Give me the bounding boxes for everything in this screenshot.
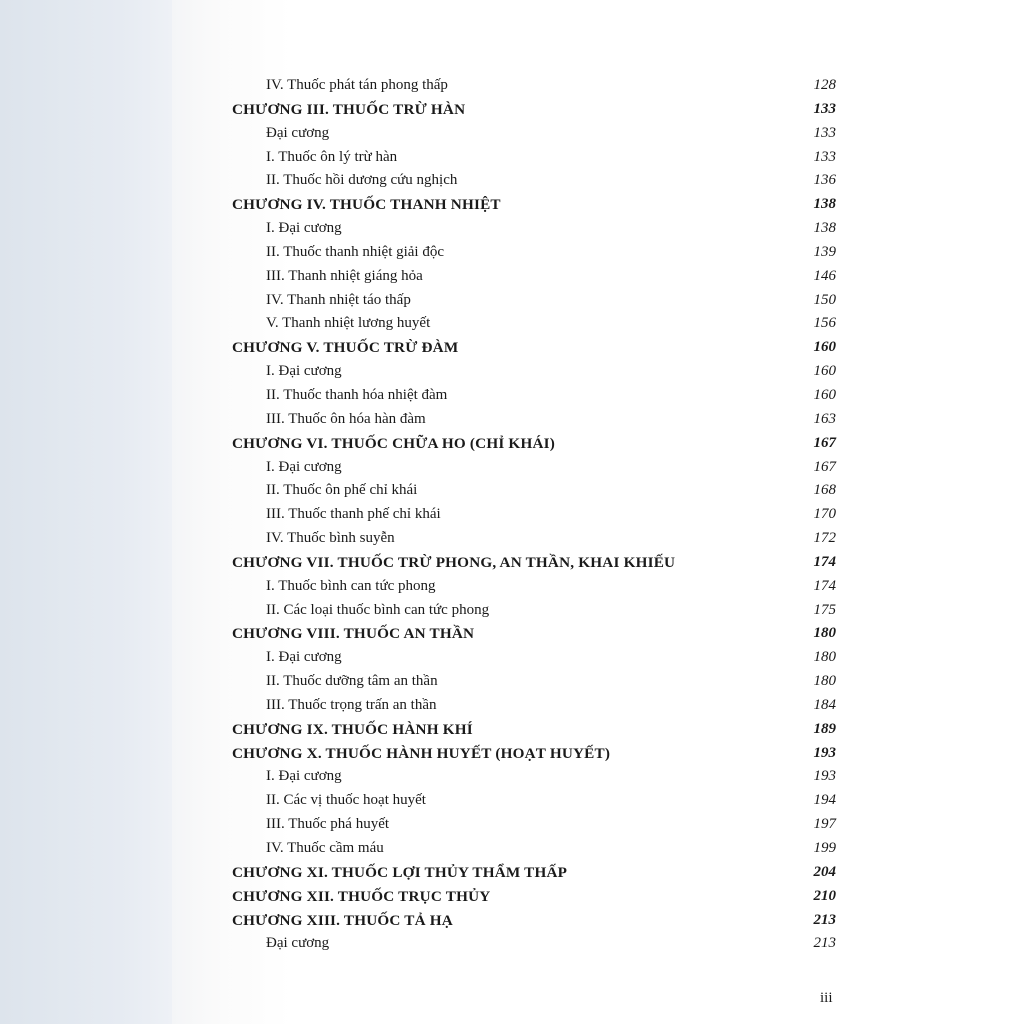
toc-entry-page: 175 [813,601,836,618]
toc-entry-title: I. Thuốc bình can tức phong [266,577,436,594]
toc-section-entry [232,169,836,193]
toc-entry-page: 160 [813,386,836,403]
toc-section-entry [232,479,836,503]
toc-section-entry [232,932,836,956]
toc-section-entry [232,289,836,313]
toc-entry-title: IV. Thuốc bình suyễn [266,530,395,547]
toc-entry-page: 138 [813,196,836,213]
toc-entry-page: 174 [813,577,836,594]
toc-entry-title: CHƯƠNG VII. THUỐC TRỪ PHONG, AN THẦN, KHAI KHIẾU [232,553,676,571]
toc-entry-page: 193 [813,744,836,761]
toc-entry-page: 194 [813,792,836,809]
toc-entry-title: III. Thuốc phá huyết [266,816,390,833]
toc-chapter-entry [232,909,836,933]
toc-entry-page: 197 [813,816,836,833]
toc-entry-page: 136 [813,172,836,189]
toc-chapter-entry [232,432,836,456]
toc-entry-title: II. Thuốc thanh hóa nhiệt đàm [266,386,448,403]
toc-entry-page: 199 [813,840,836,856]
toc-entry-page: 172 [813,530,836,547]
toc-entry-title: CHƯƠNG IV. THUỐC THANH NHIỆT [232,196,501,214]
toc-section-entry [232,74,836,98]
toc-entry-page: 193 [813,768,836,785]
toc-entry-title: CHƯƠNG XI. THUỐC LỢI THỦY THẨM THẤP [232,863,568,881]
toc-entry-title: III. Thuốc thanh phế chỉ khái [266,506,441,523]
toc-entry-page: 156 [813,315,836,332]
toc-chapter-entry [232,98,836,122]
toc-entry-page: 163 [813,410,836,427]
toc-entry-page: 167 [813,434,836,451]
toc-section-entry [232,312,836,336]
toc-entry-page: 213 [813,911,836,928]
toc-entry-title: I. Đại cương [266,768,342,785]
toc-entry-title: I. Đại cương [266,458,342,475]
toc-section-entry [232,408,836,432]
table-of-contents [232,74,836,956]
toc-entry-title: CHƯƠNG IX. THUỐC HÀNH KHÍ [232,720,473,738]
toc-entry-page: 160 [813,339,836,356]
toc-entry-page: 213 [813,935,836,952]
toc-entry-title: CHƯƠNG V. THUỐC TRỪ ĐÀM [232,339,459,357]
toc-entry-page: 160 [813,363,836,380]
toc-entry-title: III. Thuốc ôn hóa hàn đàm [266,410,426,427]
toc-chapter-entry [232,861,836,885]
toc-entry-page: 133 [813,148,836,165]
toc-entry-title: I. Đại cương [266,363,342,380]
toc-entry-page: 133 [813,124,836,141]
toc-entry-page: 204 [813,863,836,880]
toc-entry-title: CHƯƠNG III. THUỐC TRỪ HÀN [232,100,466,118]
toc-entry-title: CHƯƠNG XIII. THUỐC TẢ HẠ [232,911,453,929]
toc-section-entry [232,837,836,861]
toc-entry-title: II. Thuốc thanh nhiệt giải độc [266,243,445,260]
toc-section-entry [232,670,836,694]
toc-entry-page: 170 [813,506,836,523]
toc-section-entry [232,146,836,170]
toc-section-entry [232,646,836,670]
toc-chapter-entry [232,742,836,766]
toc-entry-page: 150 [813,291,836,308]
toc-entry-title: III. Thuốc trọng trấn an thần [266,696,437,713]
toc-entry-title: Đại cương [266,124,330,141]
toc-entry-page: 167 [813,458,836,475]
toc-section-entry [232,217,836,241]
toc-entry-title: II. Thuốc hồi dương cứu nghịch [266,172,458,189]
toc-section-entry [232,503,836,527]
toc-entry-title: CHƯƠNG VIII. THUỐC AN THẦN [232,625,475,643]
toc-section-entry [232,360,836,384]
toc-section-entry [232,456,836,480]
toc-entry-title: CHƯƠNG VI. THUỐC CHỮA HO (CHỈ KHÁI) [232,434,555,452]
toc-entry-page: 180 [813,649,836,666]
toc-entry-title: V. Thanh nhiệt lương huyết [266,315,431,332]
toc-entry-page: 174 [813,553,836,570]
toc-section-entry [232,122,836,146]
toc-entry-title: II. Các vị thuốc hoạt huyết [266,792,426,809]
toc-entry-title: CHƯƠNG XII. THUỐC TRỤC THỦY [232,887,491,905]
toc-entry-page: 138 [813,220,836,237]
toc-chapter-entry [232,718,836,742]
toc-entry-title: II. Các loại thuốc bình can tức phong [266,601,490,618]
toc-entry-page: 139 [813,243,836,260]
toc-chapter-entry [232,622,836,646]
toc-section-entry [232,789,836,813]
toc-entry-title: CHƯƠNG X. THUỐC HÀNH HUYẾT (HOẠT HUYẾT) [232,744,611,762]
toc-section-entry [232,813,836,837]
toc-entry-page: 128 [813,77,836,93]
toc-chapter-entry [232,885,836,909]
toc-chapter-entry [232,551,836,575]
toc-entry-title: IV. Thuốc cầm máu [266,840,384,856]
toc-entry-page: 210 [813,887,836,904]
toc-entry-page: 189 [813,720,836,737]
toc-entry-title: I. Đại cương [266,220,342,237]
toc-entry-title: II. Thuốc dưỡng tâm an thần [266,673,438,690]
toc-entry-title: I. Đại cương [266,649,342,666]
toc-entry-title: III. Thanh nhiệt giáng hỏa [266,267,423,284]
toc-entry-title: II. Thuốc ôn phế chỉ khái [266,482,418,499]
toc-section-entry [232,527,836,551]
toc-section-entry [232,765,836,789]
toc-section-entry [232,599,836,623]
toc-entry-title: Đại cương [266,935,330,952]
toc-section-entry [232,241,836,265]
toc-entry-page: 180 [813,673,836,690]
toc-entry-title: IV. Thanh nhiệt táo thấp [266,291,411,308]
page-number: iii [820,990,833,1006]
toc-entry-title: I. Thuốc ôn lý trừ hàn [266,148,398,165]
toc-section-entry [232,694,836,718]
toc-section-entry [232,575,836,599]
toc-entry-page: 168 [813,482,836,499]
toc-entry-title: IV. Thuốc phát tán phong thấp [266,77,448,93]
toc-section-entry [232,265,836,289]
toc-entry-page: 146 [813,267,836,284]
toc-chapter-entry [232,336,836,360]
toc-entry-page: 180 [813,625,836,642]
toc-entry-page: 184 [813,696,836,713]
toc-chapter-entry [232,193,836,217]
toc-section-entry [232,384,836,408]
book-gutter-shadow [0,0,172,1024]
toc-entry-page: 133 [813,100,836,117]
